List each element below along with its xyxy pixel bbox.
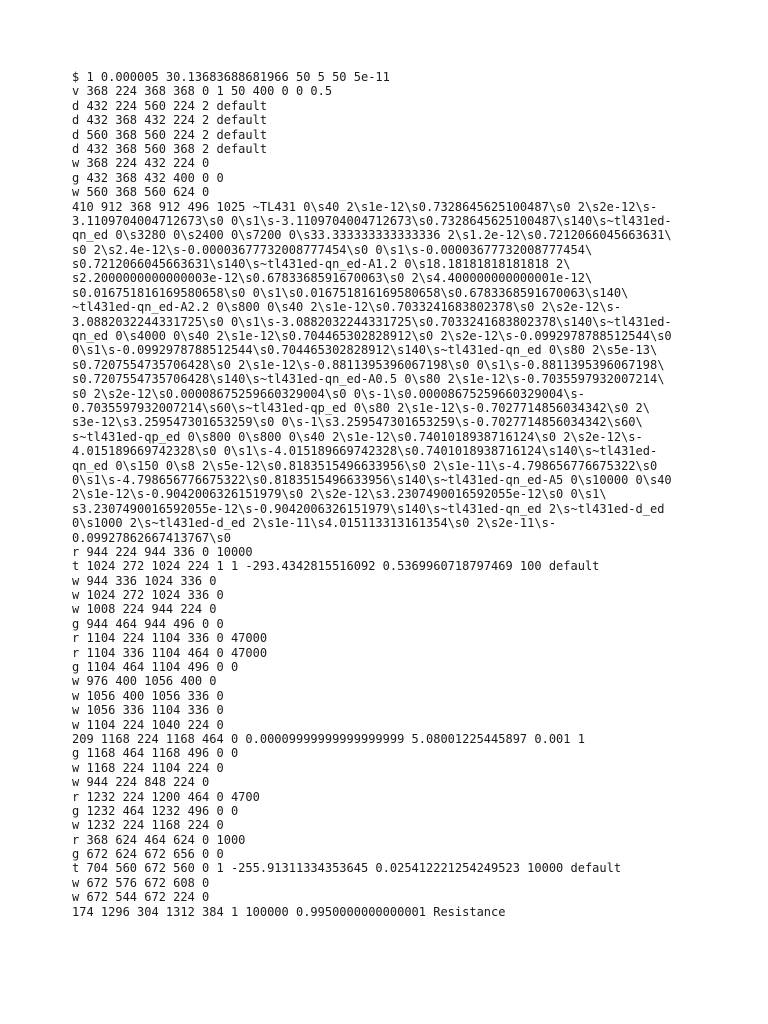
netlist-line: 0\s1000 2\s~tl431ed-d_ed 2\s1e-11\s4.015113313161354\s0 2\s2e-11\s- <box>72 516 557 531</box>
netlist-line: w 1232 224 1168 224 0 <box>72 818 224 833</box>
netlist-line: w 1168 224 1104 224 0 <box>72 760 224 775</box>
netlist-text-document <box>72 70 702 919</box>
netlist-line: w 976 400 1056 400 0 <box>72 674 217 689</box>
netlist-line: s0.7207554735706428\s140\s~tl431ed-qn_ed-A0.5 0\s80 2\s1e-12\s-0.7035597932007214\ <box>72 372 665 387</box>
netlist-line: r 944 224 944 336 0 10000 <box>72 544 253 559</box>
netlist-line: s0 2\s2e-12\s0.00008675259660329004\s0 0\s-1\s0.00008675259660329004\s- <box>72 386 585 401</box>
netlist-line: s0 2\s2.4e-12\s-0.00003677732008777454\s0 0\s1\s-0.00003677732008777454\ <box>72 242 593 257</box>
netlist-line: d 432 368 432 224 2 default <box>72 113 268 128</box>
netlist-line: qn_ed 0\s4000 0\s40 2\s1e-12\s0.704465302828912\s0 2\s2e-12\s-0.0992978788512544\s0 <box>72 329 672 344</box>
netlist-line: qn_ed 0\s150 0\s8 2\s5e-12\s0.8183515496633956\s0 2\s1e-11\s-4.798656776675322\s0 <box>72 458 658 473</box>
netlist-line: g 944 464 944 496 0 0 <box>72 616 224 631</box>
netlist-line: v 368 224 368 368 0 1 50 400 0 0 0.5 <box>72 84 333 99</box>
netlist-line: r 1104 224 1104 336 0 47000 <box>72 631 268 646</box>
netlist-line: g 1168 464 1168 496 0 0 <box>72 746 239 761</box>
netlist-line: 209 1168 224 1168 464 0 0.00009999999999999999 5.08001225445897 0.001 1 <box>72 731 585 746</box>
netlist-line: qn_ed 0\s3280 0\s2400 0\s7200 0\s33.333333333333336 2\s1.2e-12\s0.7212066045663631\ <box>72 228 672 243</box>
netlist-line: g 1104 464 1104 496 0 0 <box>72 660 239 675</box>
netlist-line: 0.7035597932007214\s60\s~tl431ed-qp_ed 0\s80 2\s1e-12\s-0.7027714856034342\s0 2\ <box>72 400 650 415</box>
netlist-line: w 672 576 672 608 0 <box>72 875 210 890</box>
netlist-line: w 944 336 1024 336 0 <box>72 573 217 588</box>
netlist-line: ~tl431ed-qn_ed-A2.2 0\s800 0\s40 2\s1e-12\s0.7033241683802378\s0 2\s2e-12\s- <box>72 300 622 315</box>
netlist-line: w 1008 224 944 224 0 <box>72 602 217 617</box>
netlist-line: s0.7212066045663631\s140\s~tl431ed-qn_ed-A1.2 0\s18.18181818181818 2\ <box>72 257 571 272</box>
netlist-line: 2\s1e-12\s-0.9042006326151979\s0 2\s2e-12\s3.2307490016592055e-12\s0 0\s1\ <box>72 487 607 502</box>
netlist-line: g 1232 464 1232 496 0 0 <box>72 803 239 818</box>
netlist-line: w 1056 336 1104 336 0 <box>72 703 224 718</box>
netlist-line: 0\s1\s-4.798656776675322\s0.8183515496633956\s140\s~tl431ed-qn_ed-A5 0\s10000 0\s40 <box>72 472 672 487</box>
netlist-line: s~tl431ed-qp_ed 0\s800 0\s800 0\s40 2\s1e-12\s0.7401018938716124\s0 2\s2e-12\s- <box>72 429 643 444</box>
netlist-line: d 432 368 560 368 2 default <box>72 141 268 156</box>
netlist-line: 0\s1\s-0.0992978788512544\s0.704465302828912\s140\s~tl431ed-qn_ed 0\s80 2\s5e-13\ <box>72 343 658 358</box>
netlist-line: 0.09927862667413767\s0 <box>72 530 231 545</box>
netlist-line: r 368 624 464 624 0 1000 <box>72 832 246 847</box>
netlist-line: w 672 544 672 224 0 <box>72 890 210 905</box>
netlist-line: w 368 224 432 224 0 <box>72 156 210 171</box>
netlist-line: 3.1109704004712673\s0 0\s1\s-3.1109704004712673\s0.7328645625100487\s140\s~tl431ed- <box>72 213 672 228</box>
netlist-line: s3.2307490016592055e-12\s-0.9042006326151979\s140\s~tl431ed-qn_ed 2\s~tl431ed-d_ed <box>72 501 665 516</box>
netlist-line: d 432 224 560 224 2 default <box>72 98 268 113</box>
netlist-line: r 1104 336 1104 464 0 47000 <box>72 645 268 660</box>
netlist-line: $ 1 0.000005 30.13683688681966 50 5 50 5e-11 <box>72 70 390 84</box>
netlist-line: w 1104 224 1040 224 0 <box>72 717 224 732</box>
netlist-line: s0.7207554735706428\s0 2\s1e-12\s-0.8811395396067198\s0 0\s1\s-0.8811395396067198\ <box>72 357 665 372</box>
netlist-line: r 1232 224 1200 464 0 4700 <box>72 789 260 804</box>
netlist-line: 174 1296 304 1312 384 1 100000 0.9950000000000001 Resistance <box>72 904 506 919</box>
netlist-line: s3e-12\s3.259547301653259\s0 0\s-1\s3.259547301653259\s-0.7027714856034342\s60\ <box>72 415 643 430</box>
netlist-line: w 560 368 560 624 0 <box>72 185 210 200</box>
netlist-line: 3.0882032244331725\s0 0\s1\s-3.0882032244331725\s0.7033241683802378\s140\s~tl431ed- <box>72 314 672 329</box>
netlist-line: w 1024 272 1024 336 0 <box>72 588 224 603</box>
netlist-line: s0.016751816169580658\s0 0\s1\s0.016751816169580658\s0.6783368591670063\s140\ <box>72 285 629 300</box>
netlist-line: g 672 624 672 656 0 0 <box>72 847 224 862</box>
netlist-line: w 1056 400 1056 336 0 <box>72 688 224 703</box>
netlist-line: g 432 368 432 400 0 0 <box>72 170 224 185</box>
netlist-line: t 1024 272 1024 224 1 1 -293.4342815516092 0.5369960718797469 100 default <box>72 559 600 574</box>
netlist-line: 4.015189669742328\s0 0\s1\s-4.015189669742328\s0.7401018938716124\s140\s~tl431ed- <box>72 444 658 459</box>
netlist-line: 410 912 368 912 496 1025 ~TL431 0\s40 2\s1e-12\s0.7328645625100487\s0 2\s2e-12\s- <box>72 199 658 214</box>
netlist-line: w 944 224 848 224 0 <box>72 775 210 790</box>
netlist-line: t 704 560 672 560 0 1 -255.91311334353645 0.025412221254249523 10000 default <box>72 861 622 876</box>
netlist-line: s2.2000000000000003e-12\s0.6783368591670063\s0 2\s4.400000000000001e-12\ <box>72 271 593 286</box>
netlist-line: d 560 368 560 224 2 default <box>72 127 268 142</box>
